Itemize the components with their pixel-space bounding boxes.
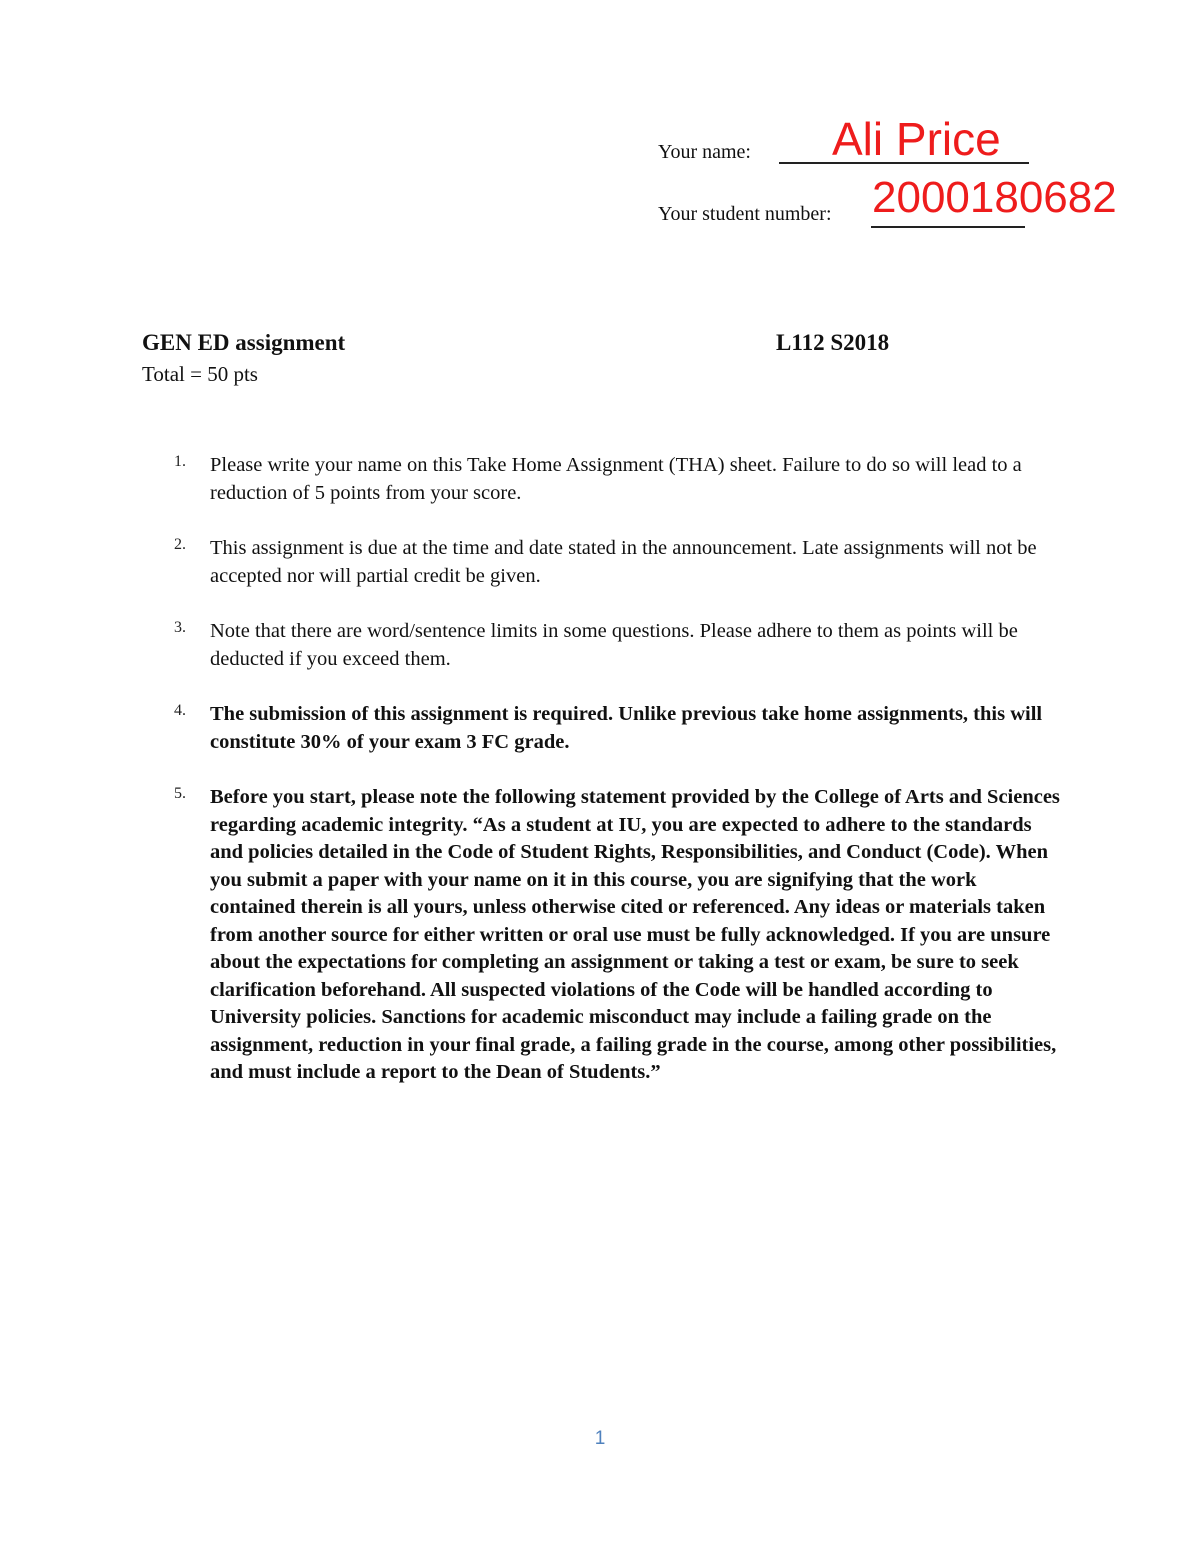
student-number-underline <box>871 226 1025 228</box>
instruction-item <box>0 701 1200 756</box>
instruction-text: This assignment is due at the time and date stated in the announcement. Late assignments will not be accepted nor will partial credit be given. <box>210 537 1037 587</box>
instruction-number: 2. <box>174 536 186 553</box>
assignment-title: GEN ED assignment <box>142 330 346 355</box>
student-number-value[interactable]: 2000180682 <box>872 173 1117 222</box>
instruction-item <box>0 535 1200 590</box>
page-number: 1 <box>594 1428 606 1449</box>
instructions-list <box>0 452 1200 1115</box>
instruction-number: 1. <box>174 453 186 470</box>
instruction-text: Before you start, please note the following statement provided by the College of Arts and Sciences regarding academic integrity. “As a student at IU, you are expected to adhere to the standards and policies detailed in the Code of Student Rights, Responsibilities, and Conduct (Code). When you submit a paper with your name on it in this course, you are signifying that the work contained therein is all yours, unless otherwise cited or referenced. Any ideas or materials taken from another source for either written or oral use must be fully acknowledged. If you are unsure about the expectations for completing an assignment or taking a test or exam, be sure to seek clarification beforehand. All suspected violations of the Code will be handled according to University policies. Sanctions for academic misconduct may include a failing grade on the assignment, reduction in your final grade, a failing grade in the course, among other possibilities, and must include a report to the Dean of Students.” <box>210 786 1060 1083</box>
total-points: Total = 50 pts <box>142 362 258 386</box>
name-value[interactable]: Ali Price <box>832 113 1001 165</box>
instruction-number: 5. <box>174 785 186 802</box>
name-label: Your name: <box>658 141 751 163</box>
instruction-item <box>0 784 1200 1087</box>
instruction-number: 3. <box>174 619 186 636</box>
instruction-text: The submission of this assignment is required. Unlike previous take home assignments, this will constitute 30% of your exam 3 FC grade. <box>210 703 1043 753</box>
instruction-item <box>0 618 1200 673</box>
instruction-number: 4. <box>174 702 186 719</box>
instruction-text: Note that there are word/sentence limits in some questions. Please adhere to them as points will be deducted if you exceed them. <box>210 620 1018 670</box>
course-code: L112 S2018 <box>776 330 890 355</box>
instruction-item <box>0 452 1200 507</box>
instruction-text: Please write your name on this Take Home Assignment (THA) sheet. Failure to do so will lead to a reduction of 5 points from your score. <box>210 454 1022 504</box>
student-number-label: Your student number: <box>658 203 832 225</box>
